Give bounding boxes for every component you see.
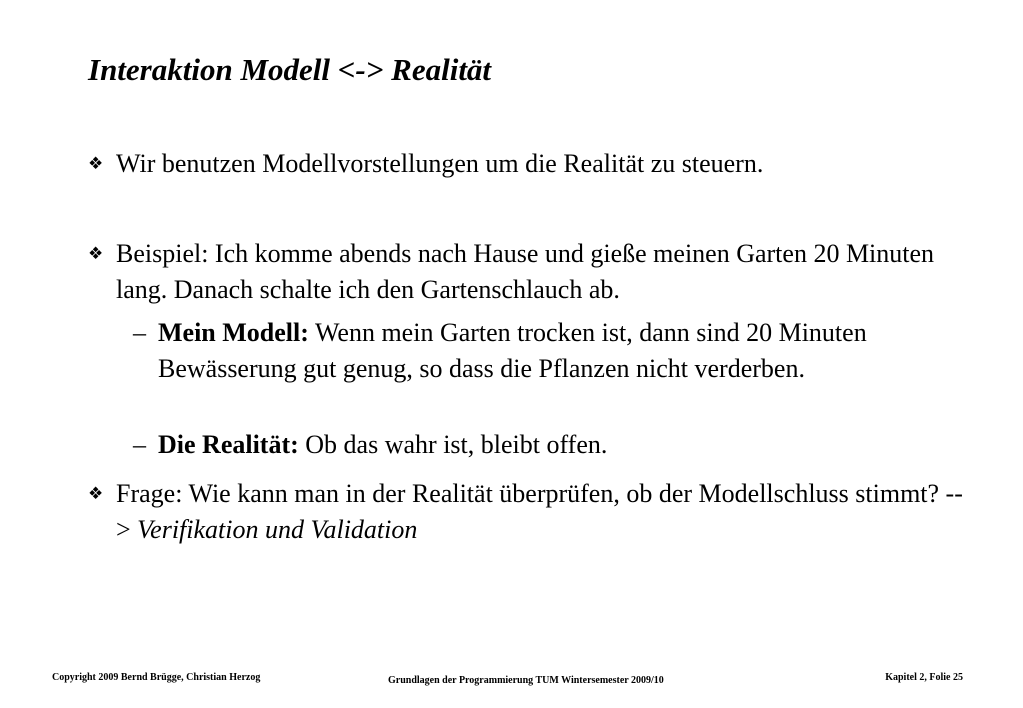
footer-copyright: Copyright 2009 Bernd Brügge, Christian Herzog: [52, 672, 261, 683]
diamond-bullet-icon: ❖: [88, 244, 104, 263]
bullet-item: [88, 236, 968, 308]
sub-bullet-label: Mein Modell:: [158, 318, 309, 347]
bullet-text: Wir benutzen Modellvorstellungen um die Realität zu steuern.: [116, 149, 764, 178]
sub-bullet-dash: –: [133, 430, 146, 459]
bullet-text: [116, 476, 968, 548]
diamond-bullet-icon: ❖: [88, 154, 104, 173]
slide-title: Interaktion Modell <-> Realität: [88, 52, 492, 87]
bullet-item: [88, 146, 968, 182]
sub-bullet-body: Ob das wahr ist, bleibt offen.: [305, 430, 608, 459]
sub-bullet-item: [133, 427, 953, 463]
diamond-bullet-icon: ❖: [88, 484, 104, 503]
bullet-body: Frage: Wie kann man in der Realität überprüfen, ob der Modellschluss stimmt? -->: [116, 479, 963, 544]
footer-course: Grundlagen der Programmierung TUM Wintersemester 2009/10: [388, 675, 664, 686]
sub-bullet-item: [133, 315, 953, 387]
sub-bullet-body: Wenn mein Garten trocken ist, dann sind 20 Minuten Bewässerung gut genug, so dass die Pflanzen nicht verderben.: [158, 318, 867, 383]
sub-bullet-text: [158, 427, 953, 463]
sub-bullet-label: Die Realität:: [158, 430, 299, 459]
bullet-italic-tail: Verifikation und Validation: [137, 515, 418, 544]
bullet-item: [88, 476, 968, 548]
sub-bullet-dash: –: [133, 318, 146, 347]
sub-bullet-text: [158, 315, 953, 387]
footer-slide-number: Kapitel 2, Folie 25: [885, 672, 963, 683]
bullet-text: Beispiel: Ich komme abends nach Hause und gieße meinen Garten 20 Minuten lang. Danach schalte ich den Gartenschlauch ab.: [116, 239, 935, 304]
